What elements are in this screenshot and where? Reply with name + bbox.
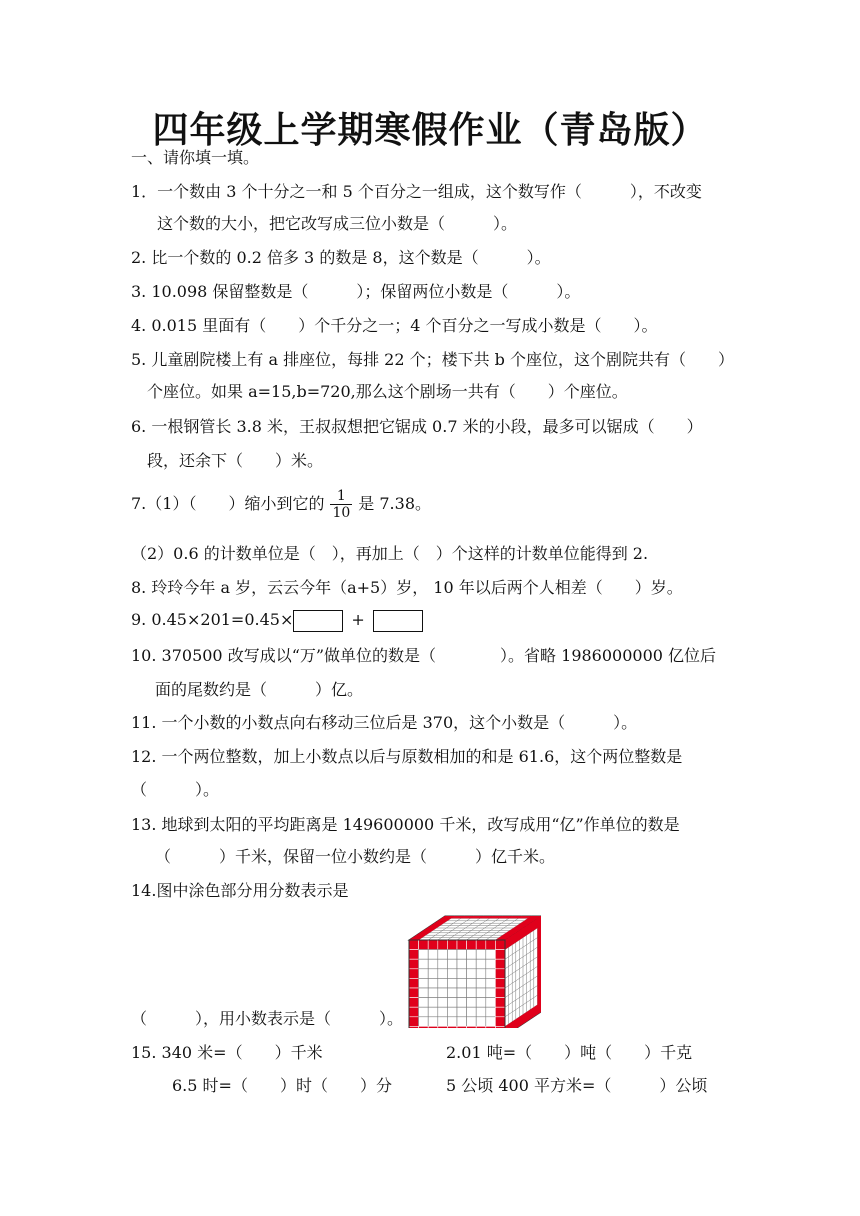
question-2: 2. 比一个数的 0.2 倍多 3 的数是 8，这个数是（ ）。: [131, 248, 551, 267]
question-9: [131, 609, 423, 632]
unshaded-cell: [438, 1007, 448, 1017]
shaded-cell: [428, 940, 438, 950]
unshaded-cell: [419, 998, 429, 1008]
question-10-line-2: 面的尾数约是（ ）亿。: [155, 680, 364, 699]
shaded-cell: [495, 998, 505, 1008]
unshaded-cell: [457, 959, 467, 969]
unshaded-cell: [476, 959, 486, 969]
shaded-cell: [476, 1026, 486, 1028]
unshaded-cell: [428, 978, 438, 988]
shaded-cell: [428, 1026, 438, 1028]
unshaded-cell: [467, 978, 477, 988]
unshaded-cell: [486, 1017, 496, 1027]
shaded-cell: [486, 940, 496, 950]
shaded-cell: [495, 969, 505, 979]
shaded-cell: [457, 940, 467, 950]
shaded-cell: [495, 959, 505, 969]
shaded-cell: [467, 1026, 477, 1028]
unshaded-cell: [457, 1007, 467, 1017]
unshaded-cell: [419, 959, 429, 969]
question-3: 3. 10.098 保留整数是（ ）；保留两位小数是（ ）。: [131, 282, 581, 301]
unshaded-cell: [486, 1007, 496, 1017]
question-15-item-3: 6.5 时=（ ）时（ ）分: [172, 1076, 392, 1095]
question-15-item-4: 5 公顷 400 平方米=（ ）公顷: [446, 1076, 708, 1095]
answer-box-1[interactable]: [293, 610, 343, 632]
shaded-cell: [495, 950, 505, 960]
unshaded-cell: [447, 950, 457, 960]
unshaded-cell: [476, 969, 486, 979]
question-1-line-1: 1．一个数由 3 个十分之一和 5 个百分之一组成，这个数写作（ ），不改变: [131, 182, 702, 201]
unshaded-cell: [457, 969, 467, 979]
shaded-cell: [409, 978, 419, 988]
shaded-cell: [409, 959, 419, 969]
shaded-cell: [447, 1026, 457, 1028]
question-14-answer-line: （ ），用小数表示是（ ）。: [131, 1009, 404, 1028]
unshaded-cell: [486, 978, 496, 988]
unshaded-cell: [419, 1017, 429, 1027]
unshaded-cell: [467, 998, 477, 1008]
unshaded-cell: [438, 1017, 448, 1027]
shaded-cell: [495, 978, 505, 988]
shaded-cell: [495, 1007, 505, 1017]
shaded-cell: [486, 1026, 496, 1028]
question-6-line-2: 段，还余下（ ）米。: [147, 451, 324, 470]
shaded-cube-figure: [405, 912, 541, 1028]
fraction-denominator: 10: [332, 505, 351, 521]
plus-sign: +: [351, 610, 365, 629]
unshaded-cell: [419, 978, 429, 988]
question-12-line-1: 12. 一个两位整数，加上小数点以后与原数相加的和是 61.6，这个两位整数是: [131, 747, 683, 766]
unshaded-cell: [428, 1017, 438, 1027]
shaded-cell: [495, 988, 505, 998]
unshaded-cell: [457, 998, 467, 1008]
shaded-cell: [419, 940, 429, 950]
unshaded-cell: [438, 998, 448, 1008]
unshaded-cell: [486, 998, 496, 1008]
unshaded-cell: [447, 969, 457, 979]
unshaded-cell: [457, 978, 467, 988]
unshaded-cell: [438, 969, 448, 979]
unshaded-cell: [447, 1017, 457, 1027]
shaded-cell: [409, 940, 419, 950]
shaded-cell: [495, 1026, 505, 1028]
unshaded-cell: [447, 978, 457, 988]
unshaded-cell: [457, 988, 467, 998]
question-10-line-1: 10. 370500 改写成以“万”做单位的数是（ ）。省略 1986000000 亿位后: [131, 646, 717, 665]
unshaded-cell: [428, 1007, 438, 1017]
shaded-cell: [409, 1007, 419, 1017]
shaded-cell: [457, 1026, 467, 1028]
section-heading: 一、请你填一填。: [131, 148, 260, 167]
question-8: 8. 玲玲今年 a 岁，云云今年（a+5）岁， 10 年以后两个人相差（ ）岁。: [131, 578, 683, 597]
shaded-cell: [438, 1026, 448, 1028]
unshaded-cell: [467, 959, 477, 969]
unshaded-cell: [428, 998, 438, 1008]
unshaded-cell: [476, 950, 486, 960]
unshaded-cell: [419, 950, 429, 960]
shaded-cell: [495, 1017, 505, 1027]
shaded-cell: [409, 988, 419, 998]
unshaded-cell: [438, 978, 448, 988]
question-9-text: 9. 0.45×201=0.45×: [131, 610, 294, 629]
unshaded-cell: [486, 969, 496, 979]
shaded-side-back-band: [537, 916, 541, 1014]
unshaded-cell: [419, 988, 429, 998]
unshaded-cell: [447, 988, 457, 998]
question-4: 4. 0.015 里面有（ ）个千分之一；4 个百分之一写成小数是（ ）。: [131, 316, 658, 335]
unshaded-cell: [428, 950, 438, 960]
unshaded-cell: [438, 959, 448, 969]
unshaded-cell: [476, 988, 486, 998]
shaded-cell: [409, 1026, 419, 1028]
question-5-line-2: 个座位。如果 a=15,b=720,那么这个剧场一共有（ ）个座位。: [147, 382, 628, 401]
unshaded-cell: [467, 969, 477, 979]
unshaded-cell: [486, 950, 496, 960]
unshaded-cell: [428, 959, 438, 969]
question-12-line-2: （ ）。: [131, 780, 220, 799]
shaded-cell: [438, 940, 448, 950]
shaded-cell: [447, 940, 457, 950]
unshaded-cell: [476, 978, 486, 988]
shaded-cell: [409, 998, 419, 1008]
shaded-cell: [419, 1026, 429, 1028]
page-title: 四年级上学期寒假作业（青岛版）: [152, 110, 708, 151]
unshaded-cell: [447, 959, 457, 969]
unshaded-cell: [438, 950, 448, 960]
question-15-item-1: 15. 340 米=（ ）千米: [131, 1043, 323, 1062]
question-13-line-2: （ ）千米，保留一位小数约是（ ）亿千米。: [155, 847, 556, 866]
question-7-part-1-text: 7.（1）（ ）缩小到它的: [131, 494, 325, 513]
question-6-line-1: 6. 一根钢管长 3.8 米，王叔叔想把它锯成 0.7 米的小段，最多可以锯成（ ）: [131, 417, 703, 436]
question-15-item-2: 2.01 吨=（ ）吨（ ）千克: [446, 1043, 693, 1062]
question-13-line-1: 13. 地球到太阳的平均距离是 149600000 千米，改写成用“亿”作单位的数是: [131, 815, 680, 834]
unshaded-cell: [438, 988, 448, 998]
answer-box-2[interactable]: [373, 610, 423, 632]
shaded-cell: [467, 940, 477, 950]
unshaded-cell: [428, 969, 438, 979]
unshaded-cell: [419, 1007, 429, 1017]
question-5-line-1: 5. 儿童剧院楼上有 a 排座位，每排 22 个；楼下共 b 个座位，这个剧院共有（ ）: [131, 350, 735, 369]
unshaded-cell: [486, 959, 496, 969]
question-11: 11. 一个小数的小数点向右移动三位后是 370，这个小数是（ ）。: [131, 713, 638, 732]
unshaded-cell: [467, 950, 477, 960]
unshaded-cell: [476, 1017, 486, 1027]
shaded-cell: [476, 940, 486, 950]
unshaded-cell: [419, 969, 429, 979]
question-14: 14.图中涂色部分用分数表示是: [131, 881, 349, 900]
shaded-cell: [409, 950, 419, 960]
question-1-line-2: 这个数的大小，把它改写成三位小数是（ ）。: [157, 214, 518, 233]
question-7-part-2: （2）0.6 的计数单位是（ ），再加上（ ）个这样的计数单位能得到 2.: [131, 544, 649, 563]
unshaded-cell: [467, 1017, 477, 1027]
unshaded-cell: [467, 1007, 477, 1017]
unshaded-cell: [486, 988, 496, 998]
shaded-cell: [409, 1017, 419, 1027]
shaded-cell: [495, 940, 505, 950]
unshaded-cell: [467, 988, 477, 998]
fraction: [330, 488, 352, 521]
unshaded-cell: [476, 998, 486, 1008]
unshaded-cell: [457, 1017, 467, 1027]
unshaded-cell: [457, 950, 467, 960]
fraction-numerator: 1: [330, 488, 352, 505]
unshaded-cell: [476, 1007, 486, 1017]
unshaded-cell: [447, 998, 457, 1008]
question-7-part-1-tail: 是 7.38。: [358, 494, 431, 513]
unshaded-cell: [428, 988, 438, 998]
unshaded-cell: [447, 1007, 457, 1017]
cube-grid: [409, 916, 541, 1028]
question-7-part-1: [131, 484, 431, 524]
shaded-cell: [409, 969, 419, 979]
